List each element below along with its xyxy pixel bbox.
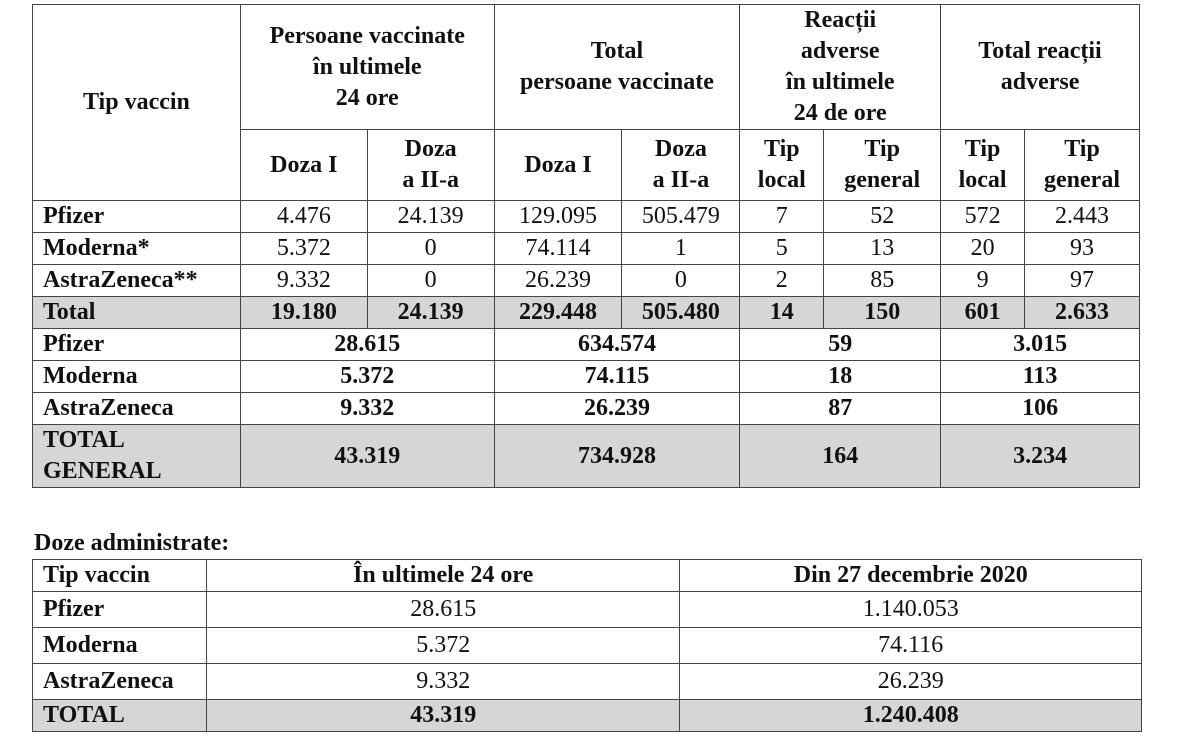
cell: 19.180 [240,297,367,329]
cell: 14 [740,297,824,329]
cell: 2 [740,265,824,297]
table-row [33,628,1142,664]
vaccine-name: Moderna* [33,233,241,265]
summary-row [33,393,1140,425]
doses-table [32,559,1142,732]
table-row [33,265,1140,297]
cell: 43.319 [240,425,494,488]
cell: 20 [941,233,1025,265]
cell: 74.114 [494,233,622,265]
cell: 0 [367,265,494,297]
cell: 7 [740,201,824,233]
cell: 26.239 [494,393,740,425]
cell: 1 [622,233,740,265]
total-general-row [33,425,1140,488]
total-general-label: TOTAL GENERAL [33,425,241,488]
cell: 5 [740,233,824,265]
header-total-adverse: Total reacții adverse [941,5,1140,130]
cell: 3.015 [941,329,1140,361]
header-last-24h: În ultimele 24 ore [206,560,679,592]
total-row [33,297,1140,329]
cell: 1.240.408 [680,700,1142,732]
cell: 129.095 [494,201,622,233]
vaccine-name: AstraZeneca** [33,265,241,297]
cell: 601 [941,297,1025,329]
cell: 43.319 [206,700,679,732]
total-label: Total [33,297,241,329]
cell: 5.372 [240,233,367,265]
total-row [33,700,1142,732]
table-row [33,201,1140,233]
cell: 2.633 [1025,297,1140,329]
vaccine-name: Moderna [33,361,241,393]
cell: 106 [941,393,1140,425]
vaccine-name: Pfizer [33,592,207,628]
cell: 9 [941,265,1025,297]
vaccine-name: AstraZeneca [33,664,207,700]
cell: 572 [941,201,1025,233]
cell: 5.372 [206,628,679,664]
header-tip-vaccin: Tip vaccin [33,560,207,592]
cell: 13 [824,233,941,265]
header-tip-vaccin: Tip vaccin [33,5,241,201]
vaccine-name: Pfizer [33,201,241,233]
summary-row [33,361,1140,393]
cell: 1.140.053 [680,592,1142,628]
cell: 24.139 [367,297,494,329]
cell: 85 [824,265,941,297]
vaccine-name: Pfizer [33,329,241,361]
cell: 734.928 [494,425,740,488]
table-header-row [33,560,1142,592]
cell: 26.239 [680,664,1142,700]
cell: 150 [824,297,941,329]
cell: 28.615 [240,329,494,361]
header-doza2: Doza a II-a [367,130,494,201]
header-tip-local: Tip local [740,130,824,201]
section-title: Doze administrate: [34,530,230,556]
cell: 87 [740,393,941,425]
cell: 74.116 [680,628,1142,664]
cell: 5.372 [240,361,494,393]
header-since-date: Din 27 decembrie 2020 [680,560,1142,592]
summary-row [33,329,1140,361]
header-tip-local: Tip local [941,130,1025,201]
cell: 634.574 [494,329,740,361]
cell: 18 [740,361,941,393]
cell: 28.615 [206,592,679,628]
cell: 26.239 [494,265,622,297]
cell: 52 [824,201,941,233]
header-tip-general: Tip general [824,130,941,201]
cell: 113 [941,361,1140,393]
cell: 97 [1025,265,1140,297]
cell: 9.332 [240,393,494,425]
header-doza2: Doza a II-a [622,130,740,201]
header-doza1: Doza I [240,130,367,201]
header-adverse-24h: Reacții adverse în ultimele 24 de ore [740,5,941,130]
vaccination-table [32,4,1140,488]
cell: 2.443 [1025,201,1140,233]
cell: 24.139 [367,201,494,233]
header-total-vaccinated: Total persoane vaccinate [494,5,740,130]
cell: 93 [1025,233,1140,265]
table-row [33,233,1140,265]
table-row [33,664,1142,700]
cell: 59 [740,329,941,361]
header-tip-general: Tip general [1025,130,1140,201]
cell: 505.479 [622,201,740,233]
cell: 0 [622,265,740,297]
vaccine-name: Moderna [33,628,207,664]
cell: 0 [367,233,494,265]
header-vaccinated-24h: Persoane vaccinate în ultimele 24 ore [240,5,494,130]
cell: 229.448 [494,297,622,329]
cell: 9.332 [206,664,679,700]
cell: 505.480 [622,297,740,329]
total-label: TOTAL [33,700,207,732]
header-doza1: Doza I [494,130,622,201]
cell: 9.332 [240,265,367,297]
cell: 3.234 [941,425,1140,488]
cell: 74.115 [494,361,740,393]
cell: 4.476 [240,201,367,233]
vaccine-name: AstraZeneca [33,393,241,425]
table-row [33,592,1142,628]
cell: 164 [740,425,941,488]
